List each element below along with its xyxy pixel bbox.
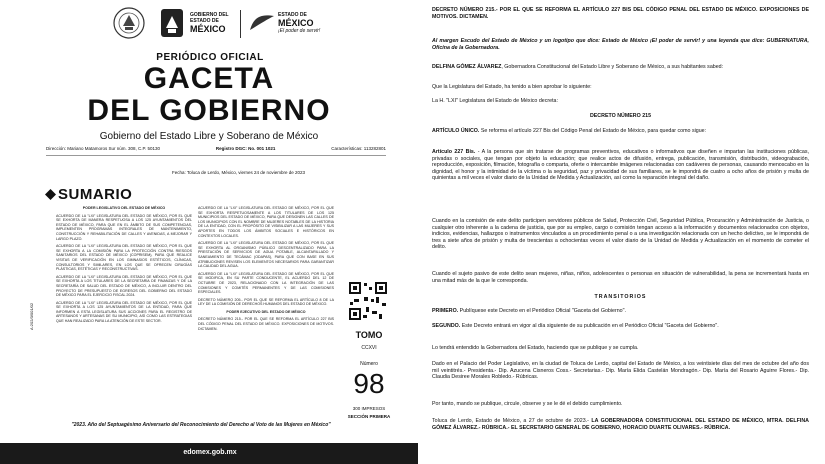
estado-logo-line: MÉXICO <box>278 18 314 28</box>
sumario-item: ACUERDO DE LA "LXI" LEGISLATURA DEL ESTADO DE MÉXICO, POR EL QUE SE EXHORTA RESPETUOSAMENTE A LOS TITULARES DE LOS 125 MUNICIPIOS DEL ESTADO DE MÉXICO, PARA QUE DESIGNEN LAS CALLES DE LOS MUNICIPIOS CON EL NOMBRE DE MUJERES NOTABLES DE LA HISTORIA DE LA ENTIDAD, CON EL PROPÓSITO DE VISIBILIZAR A LAS MUJERES Y SUS APORTES EN TODOS LOS ÁMBITOS SOCIALES E HISTÓRICOS EN CONTEXTOS LOCALES. <box>198 206 334 238</box>
articulo-227-bis <box>432 149 809 182</box>
sumario-item: ACUERDO DE LA "LXI" LEGISLATURA DEL ESTADO DE MÉXICO, POR EL QUE SE EXHORTA DE MANERA RESPETUOSA A LOS 125 AYUNTAMIENTOS DEL ESTADO DE MÉXICO, PARA QUE EN EL ÁMBITO DE SUS COMPETENCIAS, IMPLEMENTEN PROGRAMAS INTEGRALES DE MANTENIMIENTO, CONSTRUCCIÓN Y REHABILITACIÓN DE CALLES Y AVENIDAS, A MEJORAR Y LARGO PLAZO. <box>56 213 192 241</box>
intro-text: , Gobernadora Constitucional del Estado Libre y Soberano de México, a sus habitantes sabed: <box>501 64 724 70</box>
section-header: PODER LEGISLATIVO DEL ESTADO DE MÉXICO <box>82 206 166 210</box>
meta-row <box>46 146 386 151</box>
estado-logo-line: ESTADO DE <box>278 12 307 18</box>
numero-label: Número <box>360 361 378 367</box>
direccion: Dirección: Mariano Matamoros Sur núm. 308, C.P. 50130 <box>46 146 160 151</box>
articulo-label: ARTÍCULO ÚNICO. <box>432 128 480 134</box>
segundo-text: Este Decreto entrará en vigor al día siguiente de su publicación en el Periódico Oficial "Gaceta del Gobierno". <box>460 323 719 329</box>
paragraph: Lo tendrá entendido la Gobernadora del Estado, haciendo que se publique y se cumpla. <box>432 345 639 351</box>
gobierno-logo-icon <box>160 8 184 38</box>
sumario-title: SUMARIO <box>58 186 133 203</box>
transitorio-segundo <box>432 323 809 330</box>
escudo-note: Al margen Escudo del Estado de México y un logotipo que dice: Estado de México ¡El poder de servir! y una leyenda que dice: GUBERNATURA, Oficina de la Gobernadora. <box>432 38 809 51</box>
sumario-item: ACUERDO DE LA "LXI" LEGISLATURA DEL ESTADO DE MÉXICO, POR EL QUE SE EXHORTA A LOS TITULARES DE LA SECRETARÍA DE FINANZAS Y DE LA SECRETARÍA DE SALUD DEL ESTADO DE MÉXICO, A INCLUIR DENTRO DEL PROYECTO DE PRESUPUESTO DE EGRESOS DEL GOBIERNO DEL ESTADO DE MÉXICO PARA EL EJERCICIO FISCAL 2024. <box>56 274 192 298</box>
art227-label: Artículo 227 Bis. <box>432 149 476 155</box>
transitorio-primero <box>432 308 809 315</box>
impresos: 300 IMPRESOS <box>352 406 386 411</box>
paragraph: La H. "LXI" Legislatura del Estado de México decreta: <box>432 98 558 104</box>
signature-names: LA GOBERNADORA CONSTITUCIONAL DEL ESTADO DE MÉXICO, MTRA. DELFINA GÓMEZ ÁLVAREZ.- RÚBRICA.- EL SECRETARIO GENERAL DE GOBIERNO, HORACIO DUARTE OLIVARES.- RÚBRICA. <box>432 418 810 431</box>
sumario-column-1 <box>56 206 192 327</box>
sumario-item: ACUERDO DE LA "LXI" LEGISLATURA DEL ESTADO DE MÉXICO, POR EL QUE SE EXHORTA A LA COMISIÓN PARA LA PROTECCIÓN CONTRA RIESGOS SANITARIOS DEL ESTADO DE MÉXICO (COPRISEM), PARA QUE REALICE VISITAS DE VERIFICACIÓN EN LOS GIMNASIOS ESTÉTICOS, CLÍNICAS, CONSULTORIOS Y SIMILARES, EN LOS QUE SE OFRECEN CIRUGÍAS PLÁSTICAS, ESTÉTICAS Y RECONSTRUCTIVAS. <box>56 244 192 272</box>
paragraph: Que la Legislatura del Estado, ha tenido a bien aprobar lo siguiente: <box>432 84 592 90</box>
sumario-column-2 <box>198 206 334 334</box>
segundo-label: SEGUNDO. <box>432 323 461 329</box>
gob-logo-line: ESTADO DE <box>190 18 219 24</box>
decreto-page <box>418 0 825 464</box>
seccion: SECCIÓN PRIMERA <box>347 414 391 419</box>
estado-logo-line: ¡El poder de servir! <box>278 28 321 34</box>
fecha: Fecha: Toluca de Lerdo, México, viernes 24 de noviembre de 2023 <box>172 170 305 175</box>
title-gaceta: GACETA <box>143 62 275 95</box>
coat-of-arms-icon <box>112 6 146 40</box>
intro <box>432 64 809 71</box>
signature-block <box>432 418 809 431</box>
art227-text: - A la persona que sin tratarse de programas preventivos, educativos o informativos que diseñen e impartan las instituciones públicas, privadas o sociales, que tengan por objeto la educación; que realice actos de difusión, entrega, publicación, transmisión, distribución, videograbación, reproducción, exposición, filmación, fotografía o comparta, oferte o intercambie imágenes relacionadas con cadáveres de personas, causando menoscabo en la dignidad, el honor y la intimidad de la víctima o la seguridad, paz y privacidad de sus familiares, se le impondrá de cuatro a ocho años de prisión y multa de quinientas a mil veces el valor diario de la Unidad de Medida y Actualización, así como la reparación integral del daño. <box>432 149 809 182</box>
website-link[interactable]: edomex.gob.mx <box>183 449 237 456</box>
primero-label: PRIMERO. <box>432 308 459 314</box>
tomo-number: CCXVI <box>361 345 377 351</box>
caracteristicas: Características: 113282801 <box>331 146 386 151</box>
governor-name: DELFINA GÓMEZ ÁLVAREZ <box>432 64 502 70</box>
vertical-code: A:202/3/001/02 <box>29 302 34 330</box>
sumario-item: DECRETO NÚMERO 215.- POR EL QUE SE REFORMA EL ARTÍCULO 227 BIS DEL CÓDIGO PENAL DEL ESTADO DE MÉXICO. EXPOSICIONES DE MOTIVOS. DICTAMEN. <box>198 317 334 331</box>
articulo-unico <box>432 128 809 135</box>
page-header: DECRETO NÚMERO 215.- POR EL QUE SE REFORMA EL ARTÍCULO 227 BIS DEL CÓDIGO PENAL DEL ESTADO DE MÉXICO. EXPOSICIONES DE MOTIVOS. DICTAMEN. <box>432 7 809 20</box>
estado-logo-text <box>278 12 320 34</box>
paragraph: Cuando el sujeto pasivo de este delito sean mujeres, niñas, niños, adolescentes o personas en situación de vulnerabilidad, la pena se incrementará hasta en una mitad más de la que le corresponda. <box>432 271 809 284</box>
paragraph: Cuando en la comisión de este delito participen servidores públicos de Salud, Protección Civil, Seguridad Pública, Procuración y Administración de Justicia, o cualquier otro inherente a la cadena de justicia, que por su empleo, cargo o comisión tengan acceso a la información y documentos relacionados con objetos, indicios, evidencias, hallazgos o instrumentos vinculados a un procedimiento penal o a una investigación relacionada con un hecho delictivo, se le impondrá de tres a siete años de prisión y multa de trescientas a ochocientas veces el valor diario de la Unidad de Medida y Actualización en el momento de cometer el delito. <box>432 218 809 251</box>
transitorios-title: TRANSITORIOS <box>594 294 647 300</box>
meta-divider <box>46 155 386 156</box>
title-del-gobierno: DEL GOBIERNO <box>87 94 331 127</box>
tomo-label: TOMO <box>355 330 383 340</box>
decreto-title: DECRETO NÚMERO 215 <box>589 113 652 119</box>
paragraph: Por tanto, mando se publique, circule, observe y se le dé el debido cumplimiento. <box>432 401 623 407</box>
masthead-subtitle: Gobierno del Estado Libre y Soberano de México <box>99 131 319 142</box>
estado-mexico-logo-icon <box>248 12 276 32</box>
header-divider <box>240 10 241 38</box>
articulo-text: Se reforma el artículo 227 Bis del Código Penal del Estado de México, para quedar como sigue: <box>479 128 707 134</box>
sumario-item: DECRETO NÚMERO 205.- POR EL QUE SE REFORMA EL ARTÍCULO 8 DE LA LEY DE LA COMISIÓN DE DERECHOS HUMANOS DEL ESTADO DE MÉXICO. <box>198 297 334 307</box>
sumario-icon <box>44 188 57 201</box>
sumario-item: ACUERDO DE LA "LXI" LEGISLATURA DEL ESTADO DE MÉXICO, POR EL QUE SE EXHORTA AL ORGANISMO PÚBLICO DESCENTRALIZADO PARA LA PRESTACIÓN DE SERVICIOS DE AGUA POTABLE, ALCANTARILLADO Y SANEAMIENTO DE TECÁMAC (ODAPAS), PARA QUE CON BASE EN SUS ATRIBUCIONES REVISEN LOS ELEMENTOS NECESARIOS PARA GARANTIZAR LA CALIDAD DEL AGUA. <box>198 241 334 269</box>
sumario-item: ACUERDO DE LA "LXI" LEGISLATURA DEL ESTADO DE MÉXICO, POR EL QUE SE MODIFICA, EN SU PARTE CONDUCENTE, EL ACUERDO DEL 12 DE OCTUBRE DE 2023, RELACIONADO CON LA INTEGRACIÓN DE LAS COMISIONES Y COMITÉS PERMANENTES Y DE LAS COMISIONES ESPECIALES. <box>198 271 334 295</box>
paragraph: Dado en el Palacio del Poder Legislativo, en la ciudad de Toluca de Lerdo, capital del Estado de México, a los veintisiete días del mes de octubre del año dos mil veintitrés.- Presidenta.- Dip. Azucena Cisneros Coss.- Secretarias.- Dip. María Elida Castelán Mondragón.- Dip. María del Rosario Aguirre Flores.- Dip. Claudia Desiree Morales Robledo.- Rúbricas. <box>432 361 809 381</box>
year-motto: "2023. Año del Septuagésimo Aniversario del Reconocimiento del Derecho al Voto de las Mujeres en México" <box>71 422 331 428</box>
primero-text: Publíquese este Decreto en el Periódico Oficial "Gaceta del Gobierno". <box>458 308 626 314</box>
periodico-label: PERIÓDICO OFICIAL <box>156 52 264 63</box>
signature-place-date: Toluca de Lerdo, Estado de México, a 27 de octubre de 2023.- <box>432 418 592 424</box>
registro: Registro DGC: No. 001 1021 <box>215 146 276 151</box>
gob-logo-line: GOBIERNO DEL <box>190 12 229 18</box>
sumario-item: ACUERDO DE LA "LXI" LEGISLATURA DEL ESTADO DE MÉXICO, POR EL QUE SE EXHORTA A LOS 125 AYUNTAMIENTOS DE LA ENTIDAD, PARA QUE INFORMEN A ESTA LEGISLATURA SUS ACCIONES PARA EL REGISTRO DE ARTESANOS Y ARTESANAS DE SU MUNICIPIO, ASÍ COMO LAS ESTRATEGIAS QUE HAN REALIZADO PARA LA ATENCIÓN DE ESTE SECTOR. <box>56 300 192 324</box>
gob-logo-line: MÉXICO <box>190 24 226 34</box>
qr-code-icon <box>348 281 388 321</box>
numero-value: 98 <box>353 368 385 399</box>
section-header: PODER EJECUTIVO DEL ESTADO DE MÉXICO <box>226 309 306 314</box>
gobierno-logo-text <box>190 12 229 34</box>
